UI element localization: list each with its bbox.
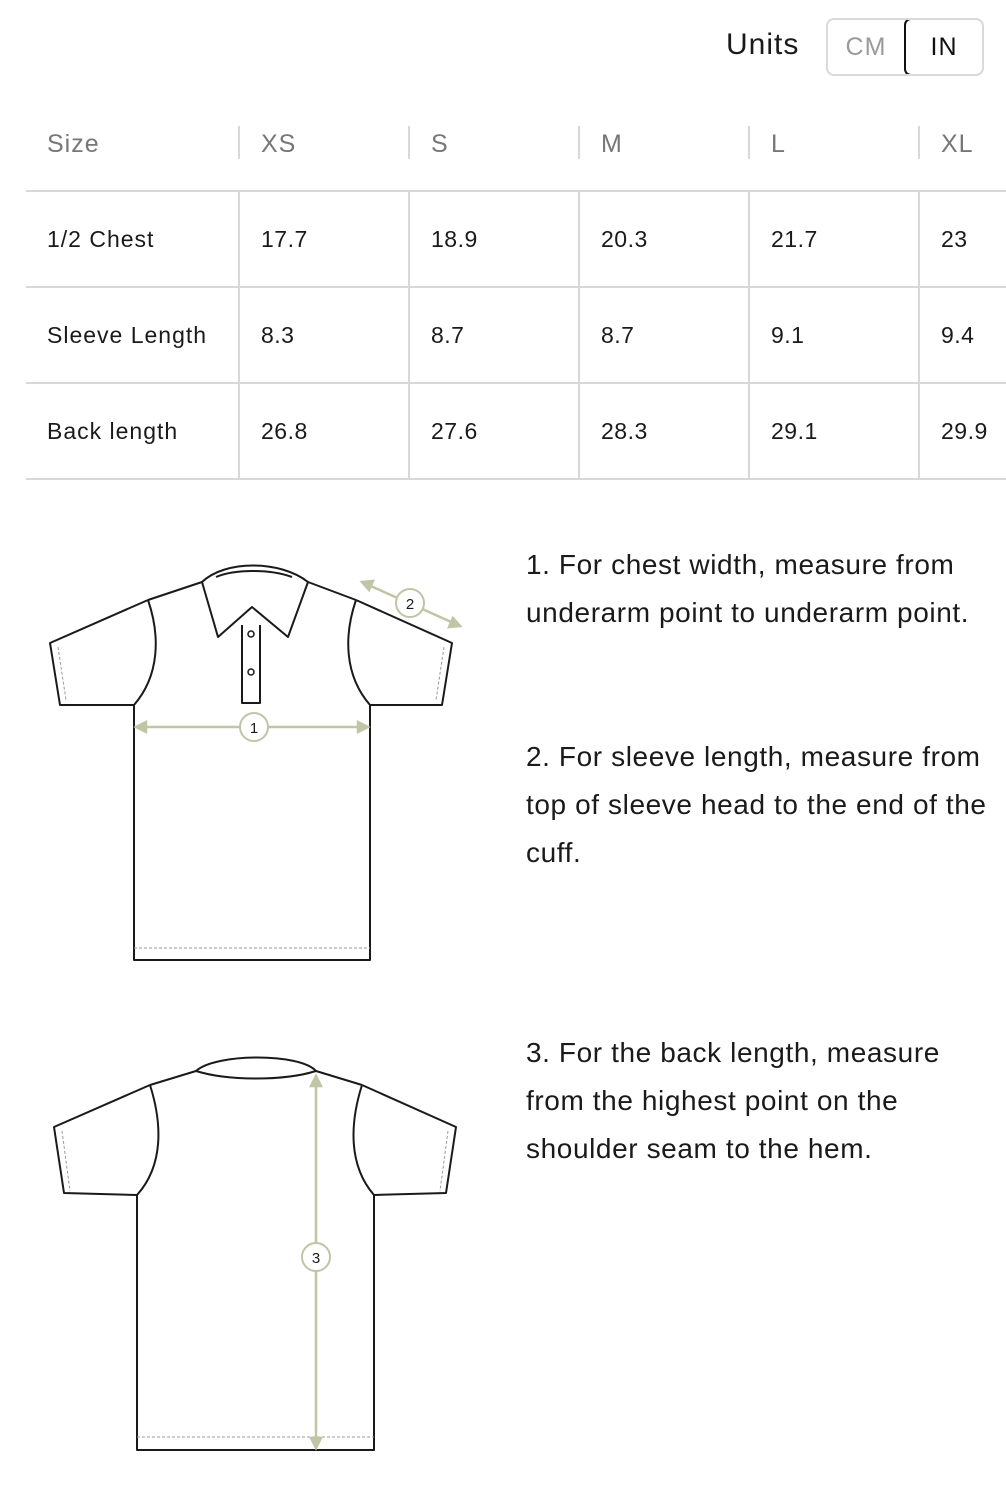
header-xs: XS (238, 126, 408, 159)
header-xl: XL (918, 126, 986, 159)
table-cell: 17.7 (238, 192, 408, 286)
table-cell: 28.3 (578, 384, 748, 478)
instruction-back-text: 3. For the back length, measure from the highest point on the shoulder seam to the hem. (526, 1037, 940, 1164)
marker-1-label: 1 (249, 720, 259, 737)
unit-in-button[interactable]: IN (904, 18, 984, 76)
table-row (26, 384, 1006, 480)
header-l: L (748, 126, 918, 159)
row-label: Back length (47, 417, 179, 444)
table-cell: 18.9 (408, 192, 578, 286)
table-cell: 9.4 (918, 288, 986, 382)
row-label: 1/2 Chest (47, 225, 155, 252)
polo-back-illustration (44, 1045, 474, 1465)
table-cell: 20.3 (578, 192, 748, 286)
table-cell: 29.9 (918, 384, 986, 478)
table-cell: 8.7 (578, 288, 748, 382)
table-cell: 27.6 (408, 384, 578, 478)
instruction-sleeve-text: 2. For sleeve length, measure from top of sleeve head to the end of the cuff. (526, 741, 987, 868)
table-cell: 21.7 (748, 192, 918, 286)
unit-cm-button[interactable]: CM (845, 32, 887, 61)
instruction-chest-text: 1. For chest width, measure from underarm point to underarm point. (526, 549, 970, 628)
instructions-sleeve (526, 733, 996, 877)
header-m: M (578, 126, 748, 159)
header-size: Size (47, 130, 100, 158)
table-cell: 8.3 (238, 288, 408, 382)
table-cell: 29.1 (748, 384, 918, 478)
marker-2-label: 2 (405, 596, 415, 613)
polo-front-illustration (40, 555, 470, 975)
header-s: S (408, 126, 578, 159)
table-cell: 8.7 (408, 288, 578, 382)
table-header-row (26, 126, 1006, 192)
units-toggle (826, 18, 984, 76)
table-row (26, 288, 1006, 384)
table-cell: 26.8 (238, 384, 408, 478)
units-label: Units (726, 28, 800, 61)
instructions-chest (526, 541, 996, 637)
marker-3-label: 3 (311, 1250, 321, 1267)
size-chart-table (26, 126, 1006, 480)
instructions-back (526, 1029, 996, 1173)
table-cell: 9.1 (748, 288, 918, 382)
row-label: Sleeve Length (47, 321, 208, 348)
table-cell: 23 (918, 192, 986, 286)
table-row (26, 192, 1006, 288)
